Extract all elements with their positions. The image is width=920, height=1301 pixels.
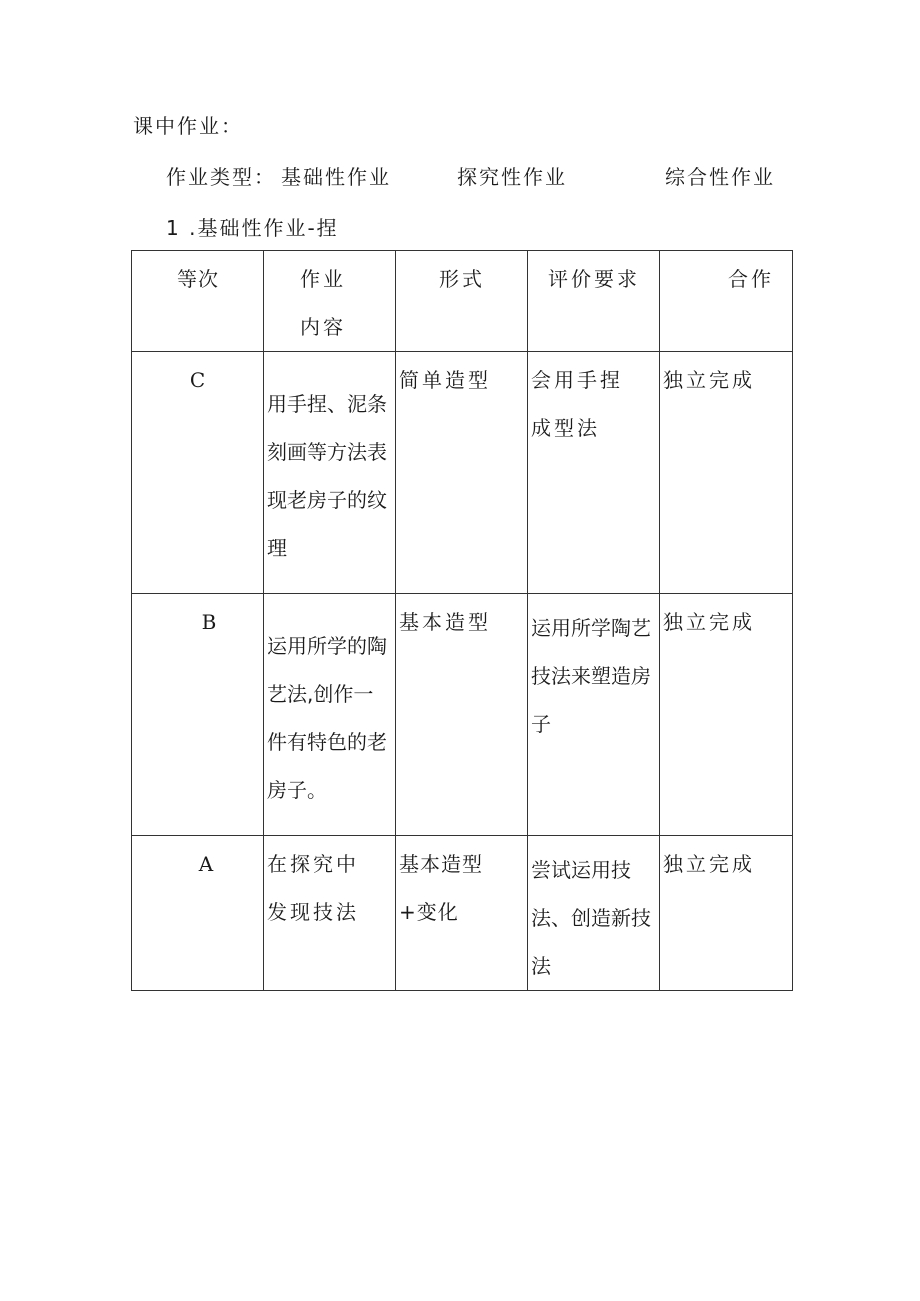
header-cell-grade — [132, 251, 264, 352]
form-cell — [396, 352, 528, 594]
content-cell — [264, 352, 396, 594]
cooperation-cell — [660, 352, 793, 594]
grade-value: A — [198, 852, 215, 876]
table-header-row — [132, 251, 793, 352]
form-cell — [396, 836, 528, 991]
header-cell-form — [396, 251, 528, 352]
homework-type-basic: 基础性作业 — [281, 165, 391, 189]
header-grade: 等次 — [177, 267, 219, 291]
header-content: 作业内容 — [300, 267, 346, 339]
evaluation-cell — [528, 594, 660, 836]
evaluation-value: 尝试运用技法、创造新技法 — [531, 858, 651, 978]
evaluation-value: 运用所学陶艺技法来塑造房子 — [531, 616, 651, 736]
cooperation-value: 独立完成 — [663, 610, 755, 634]
cooperation-value: 独立完成 — [663, 852, 755, 876]
content-cell — [264, 594, 396, 836]
form-cell — [396, 594, 528, 836]
evaluation-cell — [528, 352, 660, 594]
form-value: 基本造型 — [399, 610, 491, 634]
grade-cell — [132, 352, 264, 594]
header-form: 形式 — [439, 267, 485, 291]
header-evaluation: 评价要求 — [548, 267, 640, 291]
content-cell — [264, 836, 396, 991]
homework-type-comprehensive: 综合性作业 — [665, 165, 775, 189]
table-row — [132, 594, 793, 836]
content-value: 用手捏、泥条刻画等方法表现老房子的纹理 — [267, 392, 387, 560]
content-value: 在探究中发现技法 — [267, 852, 359, 924]
table-row — [132, 836, 793, 991]
homework-types-label: 作业类型： — [166, 165, 276, 189]
header-cell-cooperation — [660, 251, 793, 352]
cooperation-cell — [660, 594, 793, 836]
page-title: 课中作业： — [133, 114, 243, 138]
cooperation-cell — [660, 836, 793, 991]
section-heading: 1 .基础性作业-捏 — [166, 216, 339, 240]
header-cooperation: 合作 — [728, 267, 774, 291]
grade-value: B — [201, 610, 218, 634]
header-cell-evaluation — [528, 251, 660, 352]
grade-value: C — [189, 368, 207, 392]
form-value: 简单造型 — [399, 368, 491, 392]
header-cell-content — [264, 251, 396, 352]
homework-table — [131, 250, 793, 991]
table-row — [132, 352, 793, 594]
evaluation-cell — [528, 836, 660, 991]
form-value: 基本造型+变化 — [399, 852, 483, 924]
evaluation-value: 会用手捏成型法 — [531, 368, 623, 440]
cooperation-value: 独立完成 — [663, 368, 755, 392]
grade-cell — [132, 594, 264, 836]
homework-type-explore: 探究性作业 — [457, 165, 567, 189]
grade-cell — [132, 836, 264, 991]
content-value: 运用所学的陶艺法,创作一件有特色的老房子。 — [267, 634, 387, 802]
